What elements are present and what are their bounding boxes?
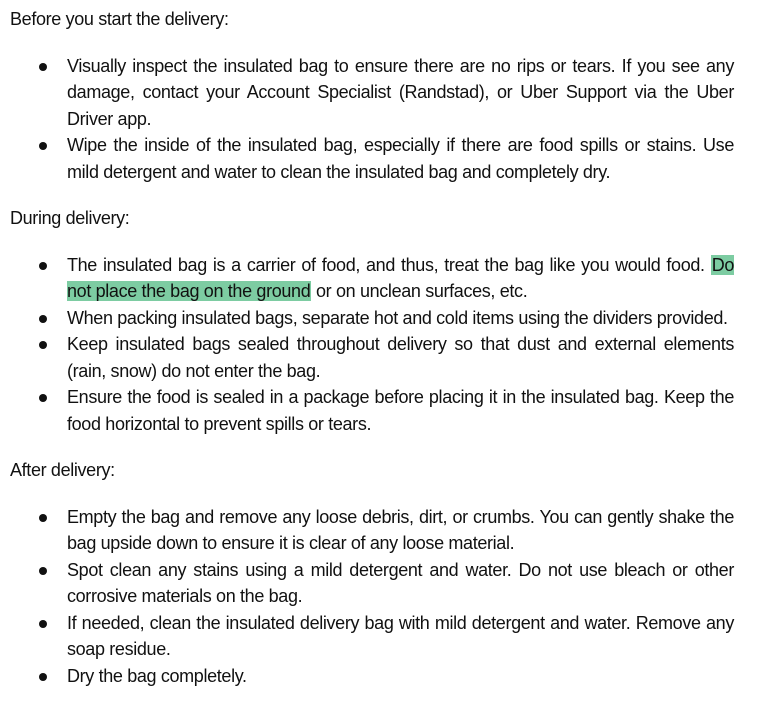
list-item-text: or on unclean surfaces, etc. — [316, 281, 528, 301]
list-item: Wipe the inside of the insulated bag, especially if there are food spills or stains. Use mild detergent and water to clean the insulated bag and completely dry. — [10, 132, 734, 185]
section-heading: Before you start the delivery: — [10, 9, 229, 29]
bullet-list — [10, 252, 734, 438]
list-item-text: The insulated bag is a carrier of food, and thus, treat the bag like you would food. — [67, 254, 705, 275]
section-during-delivery — [10, 205, 734, 457]
section-heading: During delivery: — [10, 208, 130, 228]
list-item: If needed, clean the insulated delivery bag with mild detergent and water. Remove any soap residue. — [10, 610, 734, 663]
bullet-list — [10, 504, 734, 690]
list-item: When packing insulated bags, separate hot and cold items using the dividers provided. — [10, 305, 734, 332]
section-heading: After delivery: — [10, 460, 115, 480]
list-item: Empty the bag and remove any loose debris, dirt, or crumbs. You can gently shake the bag upside down to ensure it is clear of any loose material. — [10, 504, 734, 557]
section-after-delivery — [10, 457, 734, 689]
section-before-delivery — [10, 6, 734, 205]
document — [10, 6, 734, 689]
list-item — [10, 252, 734, 305]
list-item: Visually inspect the insulated bag to ensure there are no rips or tears. If you see any damage, contact your Account Specialist (Randstad), or Uber Support via the Uber Driver app. — [10, 53, 734, 133]
highlighted-text: Do not place the bag on the ground — [67, 254, 735, 301]
bullet-list — [10, 53, 734, 186]
list-item: Spot clean any stains using a mild detergent and water. Do not use bleach or other corrosive materials on the bag. — [10, 557, 734, 610]
list-item: Ensure the food is sealed in a package before placing it in the insulated bag. Keep the food horizontal to prevent spills or tears. — [10, 384, 734, 437]
list-item: Keep insulated bags sealed throughout delivery so that dust and external elements (rain, snow) do not enter the bag. — [10, 331, 734, 384]
list-item: Dry the bag completely. — [10, 663, 734, 690]
